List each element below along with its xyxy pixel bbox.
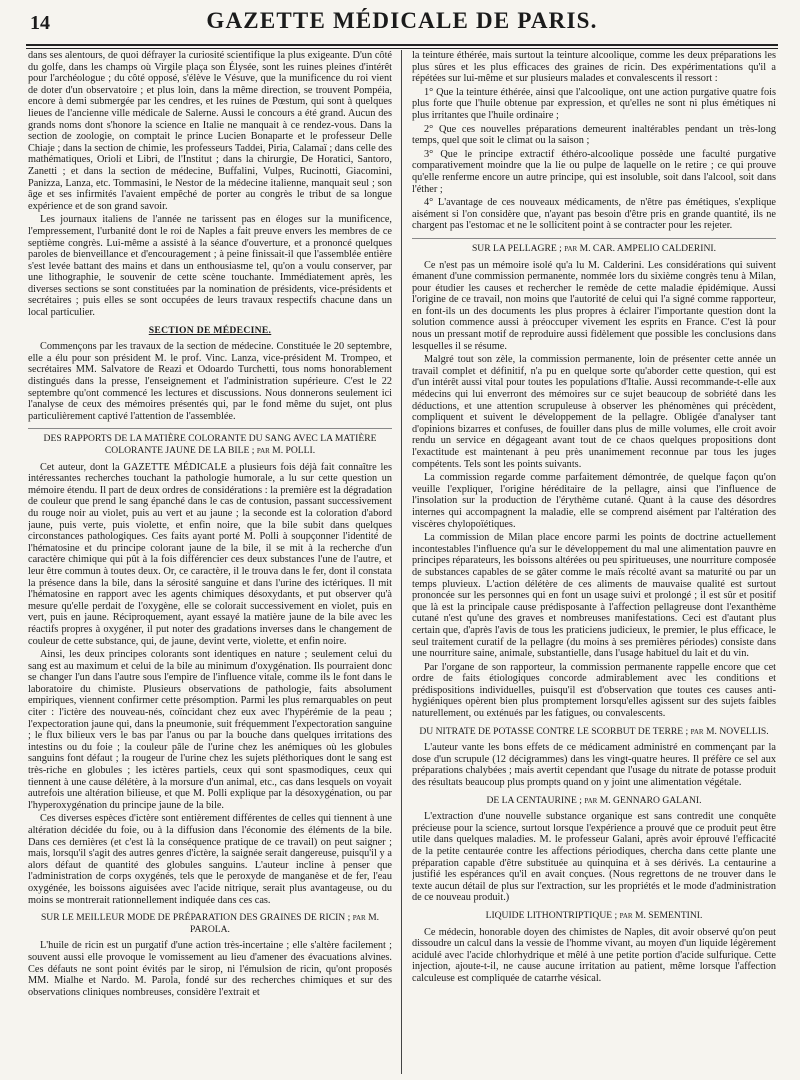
paragraph: L'extraction d'une nouvelle substance organique est sans contredit une conquête précieuse pour la science, surtout lorsque l'expérience a prouvé que ce produit peut être utile dans quelques maladies. M. le professeur Galani, après avoir éprouvé l'efficacité de la petite centaurée contre les affections périodiques, chercha dans cette plante une préparation capable d'être substituée au quinquina et à ses dérivés. La centaurine a justifié les espérances qu'il en avait conçues. (Nous regrettons de ne trouver dans le texte aucun détail de plus sur l'extraction, sur les propriétés et le mode d'administration de ce nouveau produit.)	[412, 811, 776, 904]
column-divider	[401, 50, 402, 1074]
paragraph: Ce médecin, honorable doyen des chimistes de Naples, dit avoir observé qu'on peut dissoudre un calcul dans la vessie de l'homme vivant, au moyen d'un liquide légèrement acidulé avec l'acide chlorhydrique et mêlé à une petite portion d'acide sulfurique. Cette injection, ajoute-t-il, ne cause aucune irritation au patient, même lorsque l'affection calculeuse est compliquée de catarrhe vésical.	[412, 926, 776, 984]
paragraph: Malgré tout son zèle, la commission permanente, loin de présenter cette année un travail complet et définitif, n'a pu en quelque sorte qu'aborder cette question, qui est d'un intérêt aussi vital pour toutes les populations d'Italie. Aussi recommande-t-elle aux médecins qui lui enverront des mémoires sur ce sujet beaucoup de sobriété dans les déductions, et une attention scrupuleuse à observer les phénomènes qui précèdent, compliquent et suivent le développement de la pellagre. Obligée d'analyser tant d'opinions bizarres et confuses, de fouiller dans plus de mille volumes, elle croit avoir rendu un service en dégageant avant tout de ce chaos quelques propositions dont l'exactitude est maintenant à peu près unanimement reconnue par tous les juges compétents. Tels sont les points suivants.	[412, 354, 776, 470]
article-heading	[412, 910, 776, 922]
header-rule-thin	[26, 48, 778, 49]
article-author: par M. GENNARO GALANI.	[584, 794, 702, 806]
article-author: par M. CAR. AMPELIO CALDERINI.	[564, 242, 717, 254]
list-item: 3° Que le principe extractif éthéro-alcoolique possède une faculté purgative comparativement moindre que la lie ou pulpe de laquelle on le retire ; ce qui prouve qu'elle renferme encore un autre principe, qui est insoluble, soit dans l'alcool, soit dans l'éther ;	[412, 148, 776, 195]
article-author: par M. SEMENTINI.	[619, 909, 703, 921]
list-item: 2° Que ces nouvelles préparations demeurent inaltérables pendant un très-long temps, quel que soit le climat ou la saison ;	[412, 123, 776, 147]
right-column	[412, 50, 776, 1074]
paragraph: La commission regarde comme parfaitement démontrée, de quelque façon qu'on veuille l'expliquer, l'origine héréditaire de la pellagre, ainsi que l'influence de l'insolation sur la production de l'érythème cutané. Quant à la cause des désordres internes qui accompagnent la maladie, elle se comprend aisément par l'altération des viscères chylopoïétiques.	[412, 472, 776, 530]
article-title: DES RAPPORTS DE LA MATIÈRE COLORANTE DU SANG AVEC LA MATIÈRE COLORANTE JAUNE DE LA BILE ;	[43, 433, 377, 456]
paragraph: Cet auteur, dont la GAZETTE MÉDICALE a plusieurs fois déjà fait connaître les intéressantes recherches touchant la pathologie humorale, a lu sur cette question un mémoire étendu. Il part de deux ordres de considérations : la première est la dégradation de couleur que prend le sang épanché dans le cas de contusion, passant successivement du rouge noir au violet, puis au vert et au jaune ; la seconde est la coloration d'abord jaune, puis verte, puis violette, et enfin noire, que la bile subit dans quelques circonstances pathologiques. Ces faits ayant porté M. Polli à soupçonner l'identité de l'hématosine et du principe colorant jaune de la bile, il se mit à la recherche d'un caractère chimique qui pût à la fois différencier ces deux substances l'une de l'autre, et leur être commun à toutes deux. Or, ce caractère, il le trouva dans le fer, dont il constata la présence dans la bile, dans la sérosité sanguine et dans l'urine des ictériques. Il mit l'hématosine en rapport avec les agents chimiques désoxydants, et put observer qu'à mesure qu'elle perdait de l'oxygène, elle se colorait successivement en violet, puis en vert, puis en jaune. Réciproquement, ayant essayé la matière jaune de la bile avec les réactifs propres à oxygéner, il put noter des gradations inverses dans le changement de couleur de cette substance, qui, de jaune, devint verte, violette, et enfin noire.	[28, 461, 392, 647]
paragraph: Ce n'est pas un mémoire isolé qu'a lu M. Calderini. Les considérations qui suivent émanent d'une commission permanente, nommée lors du sixième congrès tenu à Milan, pour étudier les causes et rechercher le remède de cette maladie épidémique. Aussi l'origine de ce travail, non moins que l'autorité de celui qui l'a signé comme rapporteur, en font-ils un des documents les plus propres à éclairer l'importante question dont la solution commence aussi à préoccuper vivement les esprits en France. C'est là pour nous un pressant motif de reproduire aussi fidèlement que possible les conclusions dans lesquelles il se résume.	[412, 259, 776, 352]
page-number: 14	[30, 12, 50, 34]
article-heading	[412, 238, 776, 255]
article-heading	[28, 912, 392, 935]
paragraph: Ces diverses espèces d'ictère sont entièrement différentes de celles qui tiennent à une altération décidée du foie, ou à la diffusion dans l'économie des éléments de la bile. Dans ces dernières (et c'est là la conséquence pratique de ce travail) on peut saigner ; mais, lorsqu'il s'agit des autres genres d'ictère, la saignée serait dangereuse, puisqu'il y a alors défaut de quantité des globules sanguins. L'auteur incline à penser que l'administration de corps oxygénés, tels que le peroxyde de manganèse et de fer, l'eau oxygénée, les boissons aiguisées avec l'acide nitrique, serait plus avantageuse, ou du moins se montrerait rationnellement indiquée dans ces cas.	[28, 813, 392, 906]
article-author: par M. PAROLA.	[190, 912, 380, 935]
paragraph: Commençons par les travaux de la section de médecine. Constituée le 20 septembre, elle a élu pour son président M. le prof. Vinc. Lanza, vice-président M. Trompeo, et secrétaires MM. Salvatore de Reazi et Odoardo Turchetti, tous noms honorablement distingués dans la presse, l'enseignement et l'administration supérieure. C'est le 22 septembre qu'ont commencé les lectures et discussions. Nous donnerons seulement ici l'analyse de ceux des mémoires présentés qui, par le fond même du sujet, ont plus particulièrement captivé l'attention de l'assemblée.	[28, 341, 392, 422]
page-title: GAZETTE MÉDICALE DE PARIS.	[206, 8, 598, 33]
article-author: par M. POLLI.	[256, 445, 316, 456]
article-title: DE LA CENTAURINE ;	[486, 794, 582, 806]
paragraph: Ainsi, les deux principes colorants sont identiques en nature ; seulement celui du sang est au maximum et celui de la bile au minimum d'oxygénation. Ils pourraient donc se changer l'un dans l'autre sous l'empire de l'influence vitale, comme ils le font dans le laboratoire du chimiste. Plusieurs observations de pathologie, faits absolument empiriques, viennent confirmer cette présomption. Parmi les plus remarquables on peut citer : l'ictère des nouveau-nés, coïncidant chez eux avec l'hypérémie de la peau ; l'expectoration jaune qui, dans la pneumonie, suit fréquemment l'expectoration sanguine ; le flux bilieux vers le bas par l'anus ou par la bouche dans quelques irritations des intestins ou du foie ; la couleur pâle de l'urine chez les anémiques où les globules sanguins font défaut ; la rougeur de l'urine chez les sujets pléthoriques dont le sang est très-riche en globules ; les ictères partiels, ceux qui sont spasmodiques, ceux qui tiennent à une cause délétère, à la morsure d'un animal, etc., cas dans lesquels on voyait autrefois une altération bilieuse, et que M. Polli explique par la désoxygénation, ou par l'hyperoxygénation du principe jaune de la bile.	[28, 649, 392, 811]
article-title: LIQUIDE LITHONTRIPTIQUE ;	[485, 909, 618, 921]
article-heading	[412, 795, 776, 807]
article-author: par M. NOVELLIS.	[690, 725, 769, 737]
page-header	[26, 0, 778, 46]
left-column	[28, 50, 392, 1074]
list-item: 4° L'avantage de ces nouveaux médicaments, de n'être pas émétiques, s'explique aisément si l'on considère que, n'ayant pas besoin d'être pris en grande quantité, ils ne chargent pas l'estomac et ne le sollicitent point à se contracter pour les rejeter.	[412, 197, 776, 232]
article-title: DU NITRATE DE POTASSE CONTRE LE SCORBUT DE TERRE ;	[419, 725, 689, 737]
article-title: SUR LE MEILLEUR MODE DE PRÉPARATION DES GRAINES DE RICIN ;	[40, 912, 351, 924]
paragraph: L'huile de ricin est un purgatif d'une action très-incertaine ; elle s'altère facilement ; souvent aussi elle provoque le vomissement au lieu d'amener des évacuations alvines. Ces défauts ne sont point évités par le sirop, ni l'émulsion de ricin, qu'ont proposés MM. Mialhe et Nardo. M. Parola, fondé sur des recherches chimiques et sur des observations cliniques nombreuses, considère l'extrait et	[28, 940, 392, 998]
article-title: SUR LA PELLAGRE ;	[471, 242, 562, 254]
article-heading	[28, 428, 392, 456]
paragraph: Par l'organe de son rapporteur, la commission permanente rappelle encore que cet ordre de faits étiologiques concorde admirablement avec les conditions et prédispositions individuelles, puisqu'il est d'observation que toutes ces causes anti-hygiéniques opèrent bien plus promptement lorsqu'elles agissent sur des sujets faibles naturellement, ou exténués par les fatigues, ou convalescents.	[412, 661, 776, 720]
paragraph: dans ses alentours, de quoi défrayer la curiosité scientifique la plus exigeante. D'un côté du golfe, dans les champs où Virgile plaça son Élysée, sont les ruines pleines d'intérêt pour l'archéologue ; du côté opposé, s'élève le Vésuve, que la munificence du roi vient de doter d'un observatoire ; et plus loin, dans la même direction, se trouvent Pompéia, encore à demi submergée par les cendres, et les ruines de Pœstum, qui sont à quelques lieues de l'ancienne ville médicale de Salerne. Aussi le concours a été grand. Aucun des grands noms dont s'honore la science en Italie ne manquait à ce rendez-vous. Dans la section de zoologie, on comptait le prince Lucien Bonaparte et le professeur Delle Chiaje ; dans la section de chimie, les professeurs Taddei, Piria, Calamaï ; dans celle des mathématiques, Orioli et Libri, de l'Institut ; dans la chirurgie, De Horatici, Santoro, Zanetti ; et dans la section de médecine, Buffalini, Vulpes, Rucinotti, Giacomini, Panizza, Lanza, etc. Tommasini, le Nestor de la médecine italienne, manquait seul ; son âge et ses infirmités l'avaient empêché de porter au congrès le tribut de sa longue expérience et de son grand savoir.	[28, 50, 392, 212]
article-heading	[412, 726, 776, 738]
paragraph: Les journaux italiens de l'année ne tarissent pas en éloges sur la munificence, l'empressement, l'urbanité dont le roi de Naples a fait preuve envers les membres de ce septième congrès. Lui-même a assisté à la séance d'ouverture, et a prononcé quelques paroles de bienveillance et d'encouragement ; à peine finissait-il que l'assemblée entière s'est levée battant des mains et dans un enthousiasme tel, qu'on a voulu conserver, par une lithographie, le souvenir de cette scène touchante. Immédiatement après, les diverses sections se sont constituées par la nomination de présidents, vice-présidents et secrétaires ; puis elles se sont occupées de leurs travaux respectifs chacune dans un local particulier.	[28, 214, 392, 319]
paragraph: La commission de Milan place encore parmi les points de doctrine actuellement incontestables l'influence qu'a sur le développement du mal une alimentation pauvre en principes réparateurs, les boissons altérées ou peu spiritueuses, une nourriture composée de substances capables de se gâter comme le maïs récolté avant sa maturité ou par un temps pluvieux. L'action délétère de ces aliments de mauvaise qualité est surtout prononcée sur les personnes qui en font un usage suivi et prolongé ; il est sûr et positif que là est la principale cause prédisposante à l'affection pellagreuse dont l'exanthème cutané n'est qu'une des graves et nombreuses manifestations. Ceci est d'autant plus certain que, d'après l'avis de tous les praticiens judicieux, le premier, le plus efficace, le seul traitement curatif de la pellagre (du moins à ses premières périodes) consiste dans une nourriture saine, animale, substantielle, dans l'usage habituel du lait et du vin.	[412, 532, 776, 660]
paragraph: L'auteur vante les bons effets de ce médicament administré en commençant par la dose d'un scrupule (12 décigrammes) dans les vingt-quatre heures. Il préfère ce sel aux préparations chalybées ; mais avertit cependant que l'usage du nitrate de potasse produit des résultats beaucoup plus prompts quand on y joint une alimentation végétale.	[412, 742, 776, 789]
header-rule	[26, 44, 778, 46]
section-heading-text: SECTION DE MÉDECINE.	[148, 324, 272, 336]
list-item: 1° Que la teinture éthérée, ainsi que l'alcoolique, ont une action purgative quatre fois plus forte que l'huile obtenue par expression, et qu'elles ne sont ni plus émétiques ni plus irritantes que l'huile ordinaire ;	[412, 86, 776, 121]
paragraph: la teinture éthérée, mais surtout la teinture alcoolique, comme les deux préparations les plus sûres et les plus efficaces des graines de ricin. Des expérimentations qu'il a répétées sur lui-même et sur plusieurs malades et convalescents il ressort :	[412, 50, 776, 85]
section-heading	[28, 325, 392, 337]
